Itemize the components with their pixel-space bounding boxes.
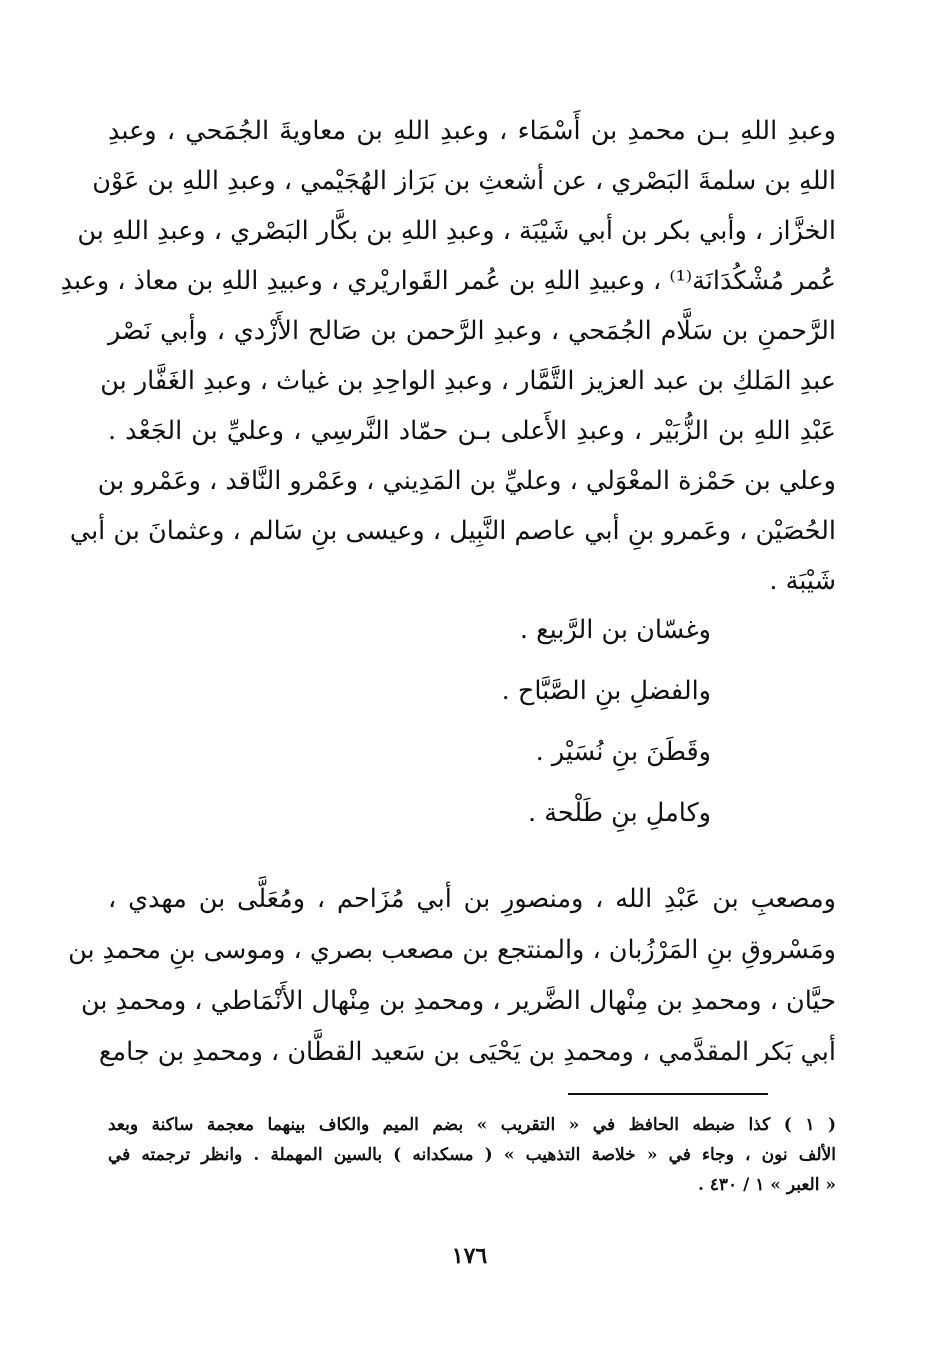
footnote-line: ( ١ ) كذا ضبطه الحافظ في « التقريب » بضم الميم والكاف بينهما معجمة ساكنة وبعد bbox=[108, 1115, 836, 1135]
names-list bbox=[311, 600, 711, 844]
footnote bbox=[108, 1110, 836, 1200]
text-line: شَيْبَة . bbox=[769, 566, 836, 596]
paragraph-2 bbox=[68, 874, 836, 1078]
footnote-line: « العبر » ١ / ٤٣٠ . bbox=[697, 1175, 836, 1195]
name-line: وغسّان بن الرَّبيع . bbox=[519, 615, 711, 645]
text-line: عَبْدِ اللهِ بن الزُّبَيْر ، وعبدِ الأَعلى بـن حمّاد النَّرسِي ، وعليِّ بن الجَعْد . bbox=[108, 416, 836, 446]
text-line: عبدِ المَلكِ بن عبد العزيز التَّمَّار ، وعبدِ الواحِدِ بن غياث ، وعبدِ الغَفَّار بن bbox=[100, 366, 836, 396]
paragraph-1 bbox=[60, 106, 836, 606]
name-line: وقَطَنَ بنِ نُسَيْر . bbox=[535, 737, 711, 767]
text-line: ومَسْروقِ بنِ المَرْزُبان ، والمنتجع بن مصعب بصري ، وموسى بنِ محمدِ بن bbox=[68, 935, 836, 965]
text-line: الرَّحمنِ بن سَلَّام الجُمَحي ، وعبدِ الرَّحمن بن صَالح الأَزْدي ، وأبي نَصْر bbox=[108, 316, 836, 346]
text-line: ومصعبِ بن عَبْدِ الله ، ومنصورِ بن أبي مُزَاحم ، ومُعَلَّى بن مهدي ، bbox=[108, 884, 836, 914]
text-line: اللهِ بن سلمةَ البَصْري ، عن أشعثِ بن بَرَاز الهُجَيْمي ، وعبدِ اللهِ بن عَوْن bbox=[92, 166, 836, 196]
text-line: الخزَّاز ، وأبي بكر بن أبي شَيْبَة ، وعبدِ اللهِ بن بكَّار البَصْري ، وعبدِ اللهِ بن bbox=[77, 216, 836, 246]
page-number: ١٧٦ bbox=[451, 1243, 488, 1269]
name-line: والفضلِ بنِ الصَّبَّاح . bbox=[501, 676, 711, 706]
footnote-separator bbox=[568, 1093, 768, 1095]
text-line: الحُصَيْن ، وعَمرو بنِ أبي عاصم النَّبِيل ، وعيسى بنِ سَالم ، وعثمانَ بن أبي bbox=[69, 516, 836, 546]
text-line: عُمر مُشْكُدَانَة⁽¹⁾ ، وعبيدِ اللهِ بن عُمر القَواريْري ، وعبيدِ اللهِ بن معاذ ، وعبدِ bbox=[60, 266, 836, 296]
text-line: أبي بَكر المقدَّمي ، ومحمدِ بن يَحْيَى بن سَعيد القطَّان ، ومحمدِ بن جامع bbox=[98, 1037, 836, 1067]
text-line: وعلي بن حَمْزة المعْوَلي ، وعليِّ بن المَدِيني ، وعَمْرو النَّاقد ، وعَمْرو بن bbox=[97, 466, 836, 496]
name-line: وكاملِ بنِ طَلْحة . bbox=[528, 798, 711, 828]
text-line: وعبدِ اللهِ بـن محمدِ بن أَسْمَاء ، وعبدِ اللهِ بن معاويةَ الجُمَحي ، وعبدِ bbox=[108, 116, 836, 146]
text-line: حيَّان ، ومحمدِ بن مِنْهال الضَّرير ، ومحمدِ بن مِنْهال الأَنْمَاطي ، ومحمدِ بن bbox=[80, 986, 836, 1016]
footnote-line: الألف نون ، وجاء في « خلاصة التذهيب » ( مسكدانه ) بالسين المهملة . وانظر ترجمته في bbox=[108, 1145, 836, 1165]
